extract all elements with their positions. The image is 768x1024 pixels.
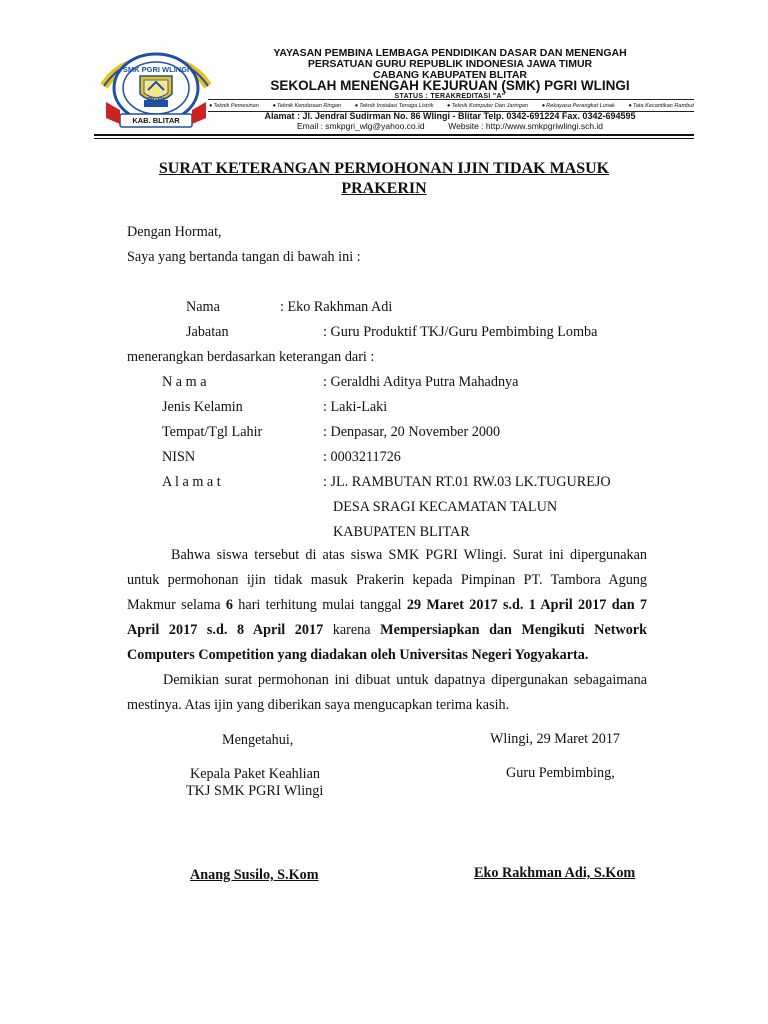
- major-item: Teknik Instalasi Tenaga Listrik: [359, 102, 434, 109]
- body-paragraph-2: Demikian surat permohonan ini dibuat untuk dapatnya dipergunakan sebagaimana mestinya. Atas ijin yang diberikan saya mengucapkan terima kasih.: [127, 672, 647, 713]
- intro-text: Saya yang bertanda tangan di bawah ini :: [127, 249, 361, 265]
- student-field-value: : Laki-Laki: [323, 399, 388, 415]
- letter-date: Wlingi, 29 Maret 2017: [490, 731, 621, 747]
- bullet-icon: ●: [628, 102, 632, 109]
- logo-top-text: SMK PGRI WLINGI: [122, 65, 190, 74]
- left-signature-role2: TKJ SMK PGRI Wlingi: [186, 783, 324, 799]
- major-item: Teknik Komputer Dan Jaringan: [451, 102, 529, 109]
- letterhead-union: PERSATUAN GURU REPUBLIK INDONESIA JAWA TIMUR: [307, 58, 593, 70]
- letterhead-divider-thin: [94, 138, 694, 139]
- student-field-value: : JL. RAMBUTAN RT.01 RW.03 LK.TUGUREJO: [323, 474, 611, 490]
- leave-dates: 29 Maret 2017 s.d. 1 April 2017 dan 7 April 2017 s.d. 8 April 2017: [127, 597, 647, 638]
- student-field-value: : Denpasar, 20 November 2000: [323, 424, 501, 440]
- logo-center-text: PGRI: [147, 97, 165, 104]
- major-item: Teknik Pemesinan: [213, 102, 259, 109]
- student-address-line2: DESA SRAGI KECAMATAN TALUN: [333, 499, 558, 515]
- leave-reason: Mempersiapkan dan Mengikuti Network Computers Competition yang diadakan oleh Universitas Negeri Yogyakarta.: [127, 622, 647, 663]
- bullet-icon: ●: [447, 102, 451, 109]
- school-logo: [100, 40, 212, 130]
- body-paragraph-1: Bahwa siswa tersebut di atas siswa SMK PGRI Wlingi. Surat ini dipergunakan untuk permohonan ijin tidak masuk Prakerin kepada Pimpinan PT. Tambora Agung Makmur selama 6 hari terhitung mulai tanggal 29 Maret 2017 s.d. 1 April 2017 dan 7 April 2017 s.d. 8 April 2017 karena Mempersiapkan dan Mengikuti Network Computers Competition yang diadakan oleh Universitas Negeri Yogyakarta.: [127, 547, 647, 663]
- right-signatory-name: Eko Rakhman Adi, S.Kom: [474, 865, 636, 881]
- left-signature-role1: Kepala Paket Keahlian: [190, 766, 320, 782]
- letterhead-foundation: YAYASAN PEMBINA LEMBAGA PENDIDIKAN DASAR DAN MENENGAH: [273, 47, 627, 59]
- bullet-icon: ●: [541, 102, 546, 109]
- letterhead-divider-thick: [94, 134, 694, 136]
- letterhead-contact: Email : smkpgri_wlg@yahoo.co.id Website : http://www.smkpgriwlingi.sch.id: [296, 121, 604, 131]
- teacher-position-label: Jabatan: [186, 324, 229, 340]
- letter-title-line1: SURAT KETERANGAN PERMOHONAN IJIN TIDAK MASUK: [158, 160, 610, 177]
- student-field-label: Tempat/Tgl Lahir: [162, 424, 263, 440]
- letter-title-line2: PRAKERIN: [341, 180, 427, 197]
- teacher-position-value: : Guru Produktif TKJ/Guru Pembimbing Lomba: [323, 324, 598, 340]
- left-signature-heading: Mengetahui,: [222, 732, 294, 748]
- explains-text: menerangkan berdasarkan keterangan dari :: [127, 349, 375, 365]
- bullet-icon: ●: [209, 102, 213, 109]
- bullet-icon: ●: [354, 102, 359, 109]
- left-signatory-name: Anang Susilo, S.Kom: [190, 867, 319, 883]
- student-address-line3: KABUPATEN BLITAR: [333, 524, 470, 540]
- major-item: Rekayasa Perangkat Lunak: [546, 102, 615, 109]
- major-item: Teknik Kendaraan Ringan: [276, 102, 342, 109]
- student-field-value: : Geraldhi Aditya Putra Mahadnya: [323, 374, 519, 390]
- student-field-label: NISN: [162, 449, 196, 465]
- student-field-label: N a m a: [162, 374, 207, 390]
- major-item: Tata Kecantikan Rambut: [632, 102, 694, 109]
- student-field-label: Jenis Kelamin: [162, 399, 243, 415]
- letterhead-school-name: SEKOLAH MENENGAH KEJURUAN (SMK) PGRI WLINGI: [270, 78, 630, 93]
- greeting: Dengan Hormat,: [127, 224, 222, 240]
- letterhead-status: STATUS : TERAKREDITASI "A": [394, 93, 506, 100]
- student-field-value: : 0003211726: [323, 449, 401, 465]
- bullet-icon: ●: [272, 102, 276, 109]
- logo-bottom-text: KAB. BLITAR: [132, 116, 180, 125]
- teacher-name-label: Nama: [186, 299, 220, 315]
- right-signature-role: Guru Pembimbing,: [506, 765, 615, 781]
- letterhead-address: Alamat : Jl. Jendral Sudirman No. 86 Wlingi - Blitar Telp. 0342-691224 Fax. 0342-694595: [264, 111, 636, 121]
- student-field-label: A l a m a t: [162, 474, 221, 490]
- teacher-name-value: : Eko Rakhman Adi: [280, 299, 393, 315]
- days-count: 6: [225, 597, 233, 613]
- letterhead-branch: CABANG KABUPATEN BLITAR: [373, 69, 527, 81]
